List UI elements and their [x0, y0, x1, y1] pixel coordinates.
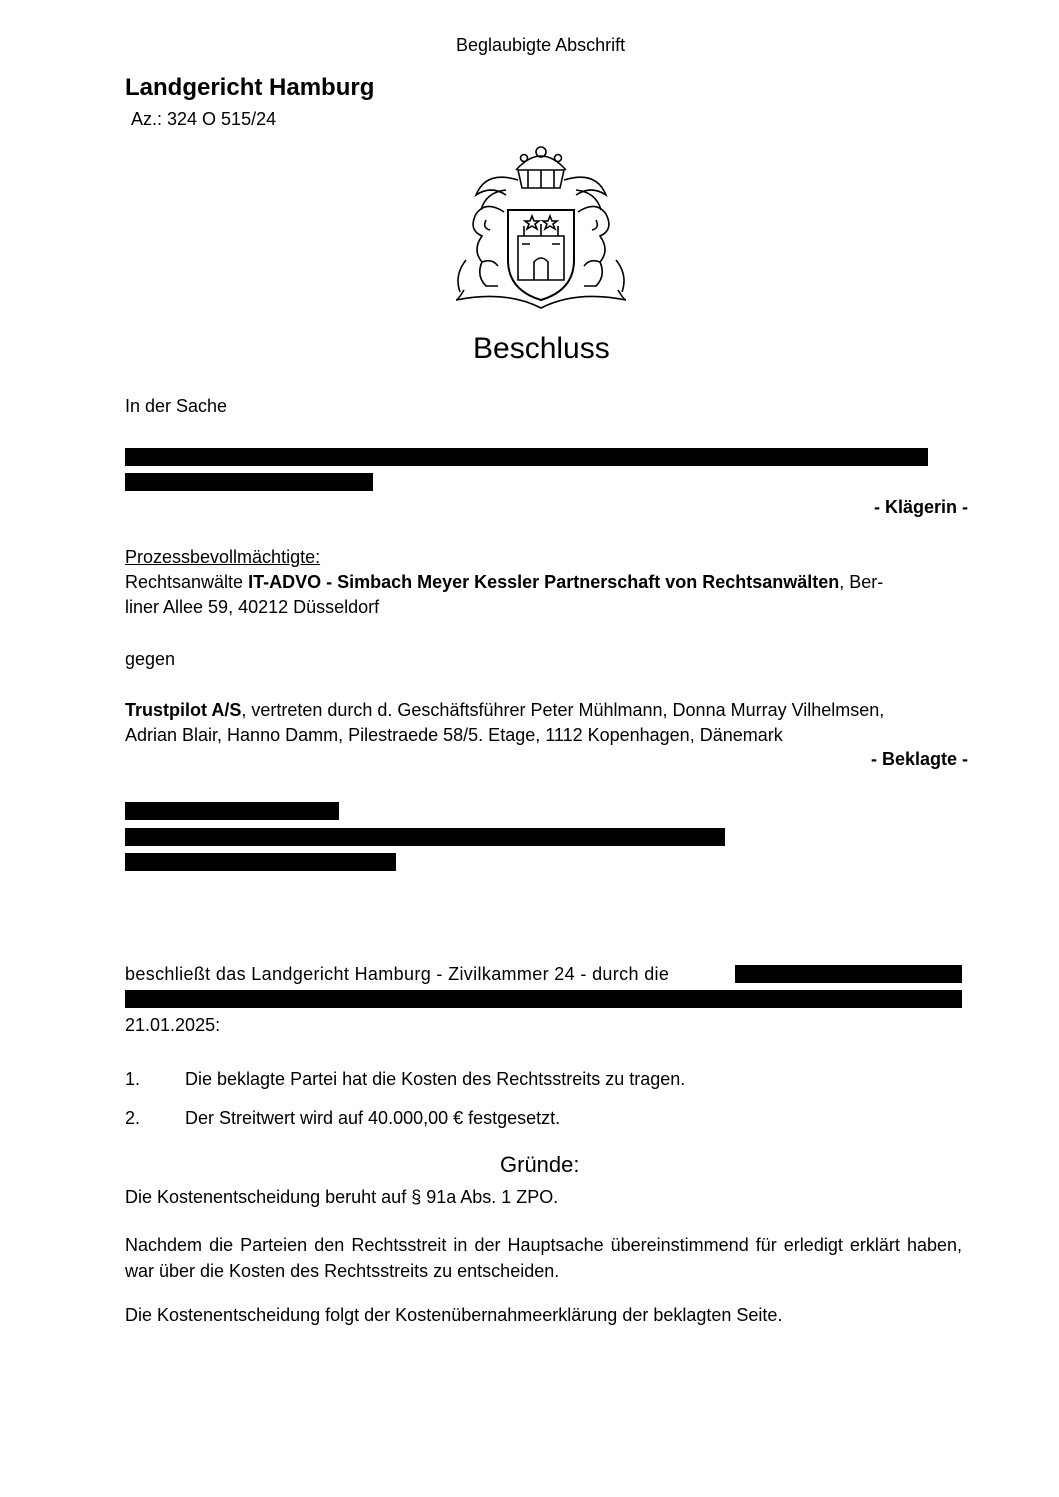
redaction-bar — [125, 990, 962, 1008]
redaction-bar — [735, 965, 962, 983]
redaction-bar — [125, 802, 339, 820]
defendant-details-1: , vertreten durch d. Geschäftsführer Peter Mühlmann, Donna Murray Vilhelmsen, — [241, 700, 885, 720]
counsel-address: liner Allee 59, 40212 Düsseldorf — [125, 597, 380, 617]
redaction-bar — [125, 473, 373, 491]
redaction-bar — [125, 828, 725, 846]
defendant-details-2: Adrian Blair, Hanno Damm, Pilestraede 58/5. Etage, 1112 Kopenhagen, Dänemark — [125, 725, 783, 745]
counsel-suffix: , Ber- — [839, 572, 884, 592]
counsel-line-1 — [125, 572, 883, 593]
redaction-bar — [125, 853, 396, 871]
reasons-paragraph: Nachdem die Parteien den Rechtsstreit in der Hauptsache übereinstimmend für erledigt erklärt haben, war über die Kosten des Rechtsstreits zu entscheiden. — [125, 1235, 962, 1281]
reasons-paragraph: Die Kostenentscheidung beruht auf § 91a Abs. 1 ZPO. — [125, 1187, 559, 1207]
counsel-prefix: Rechtsanwälte — [125, 572, 249, 592]
reasons-heading: Gründe: — [500, 1152, 580, 1177]
redaction-bar — [125, 448, 928, 466]
document-title: Beschluss — [473, 332, 610, 365]
item-text: Der Streitwert wird auf 40.000,00 € festgesetzt. — [185, 1108, 561, 1128]
defendant-line-1 — [125, 700, 884, 721]
item-number: 1. — [125, 1069, 141, 1089]
plaintiff-role: - Klägerin - — [873, 497, 968, 517]
item-number: 2. — [125, 1108, 141, 1128]
hamburg-coat-of-arms-seal — [446, 140, 636, 315]
defendant-name: Trustpilot A/S — [125, 700, 242, 720]
item-text: Die beklagte Partei hat die Kosten des Rechtsstreits zu tragen. — [185, 1069, 686, 1089]
counsel-firm: IT-ADVO - Simbach Meyer Kessler Partnerschaft von Rechtsanwälten — [248, 572, 840, 592]
case-number: Az.: 324 O 515/24 — [131, 109, 277, 129]
intro-text: In der Sache — [125, 396, 228, 416]
court-name: Landgericht Hamburg — [125, 74, 375, 101]
decision-intro: beschließt das Landgericht Hamburg - Zivilkammer 24 - durch die — [125, 964, 670, 984]
certified-copy-label: Beglaubigte Abschrift — [456, 35, 626, 55]
decision-date: 21.01.2025: — [125, 1015, 221, 1035]
versus-text: gegen — [125, 649, 176, 669]
reasons-paragraph: Die Kostenentscheidung folgt der Kostenübernahmeerklärung der beklagten Seite. — [125, 1305, 783, 1325]
counsel-label: Prozessbevollmächtigte: — [125, 547, 321, 567]
defendant-role: - Beklagte - — [870, 749, 968, 769]
